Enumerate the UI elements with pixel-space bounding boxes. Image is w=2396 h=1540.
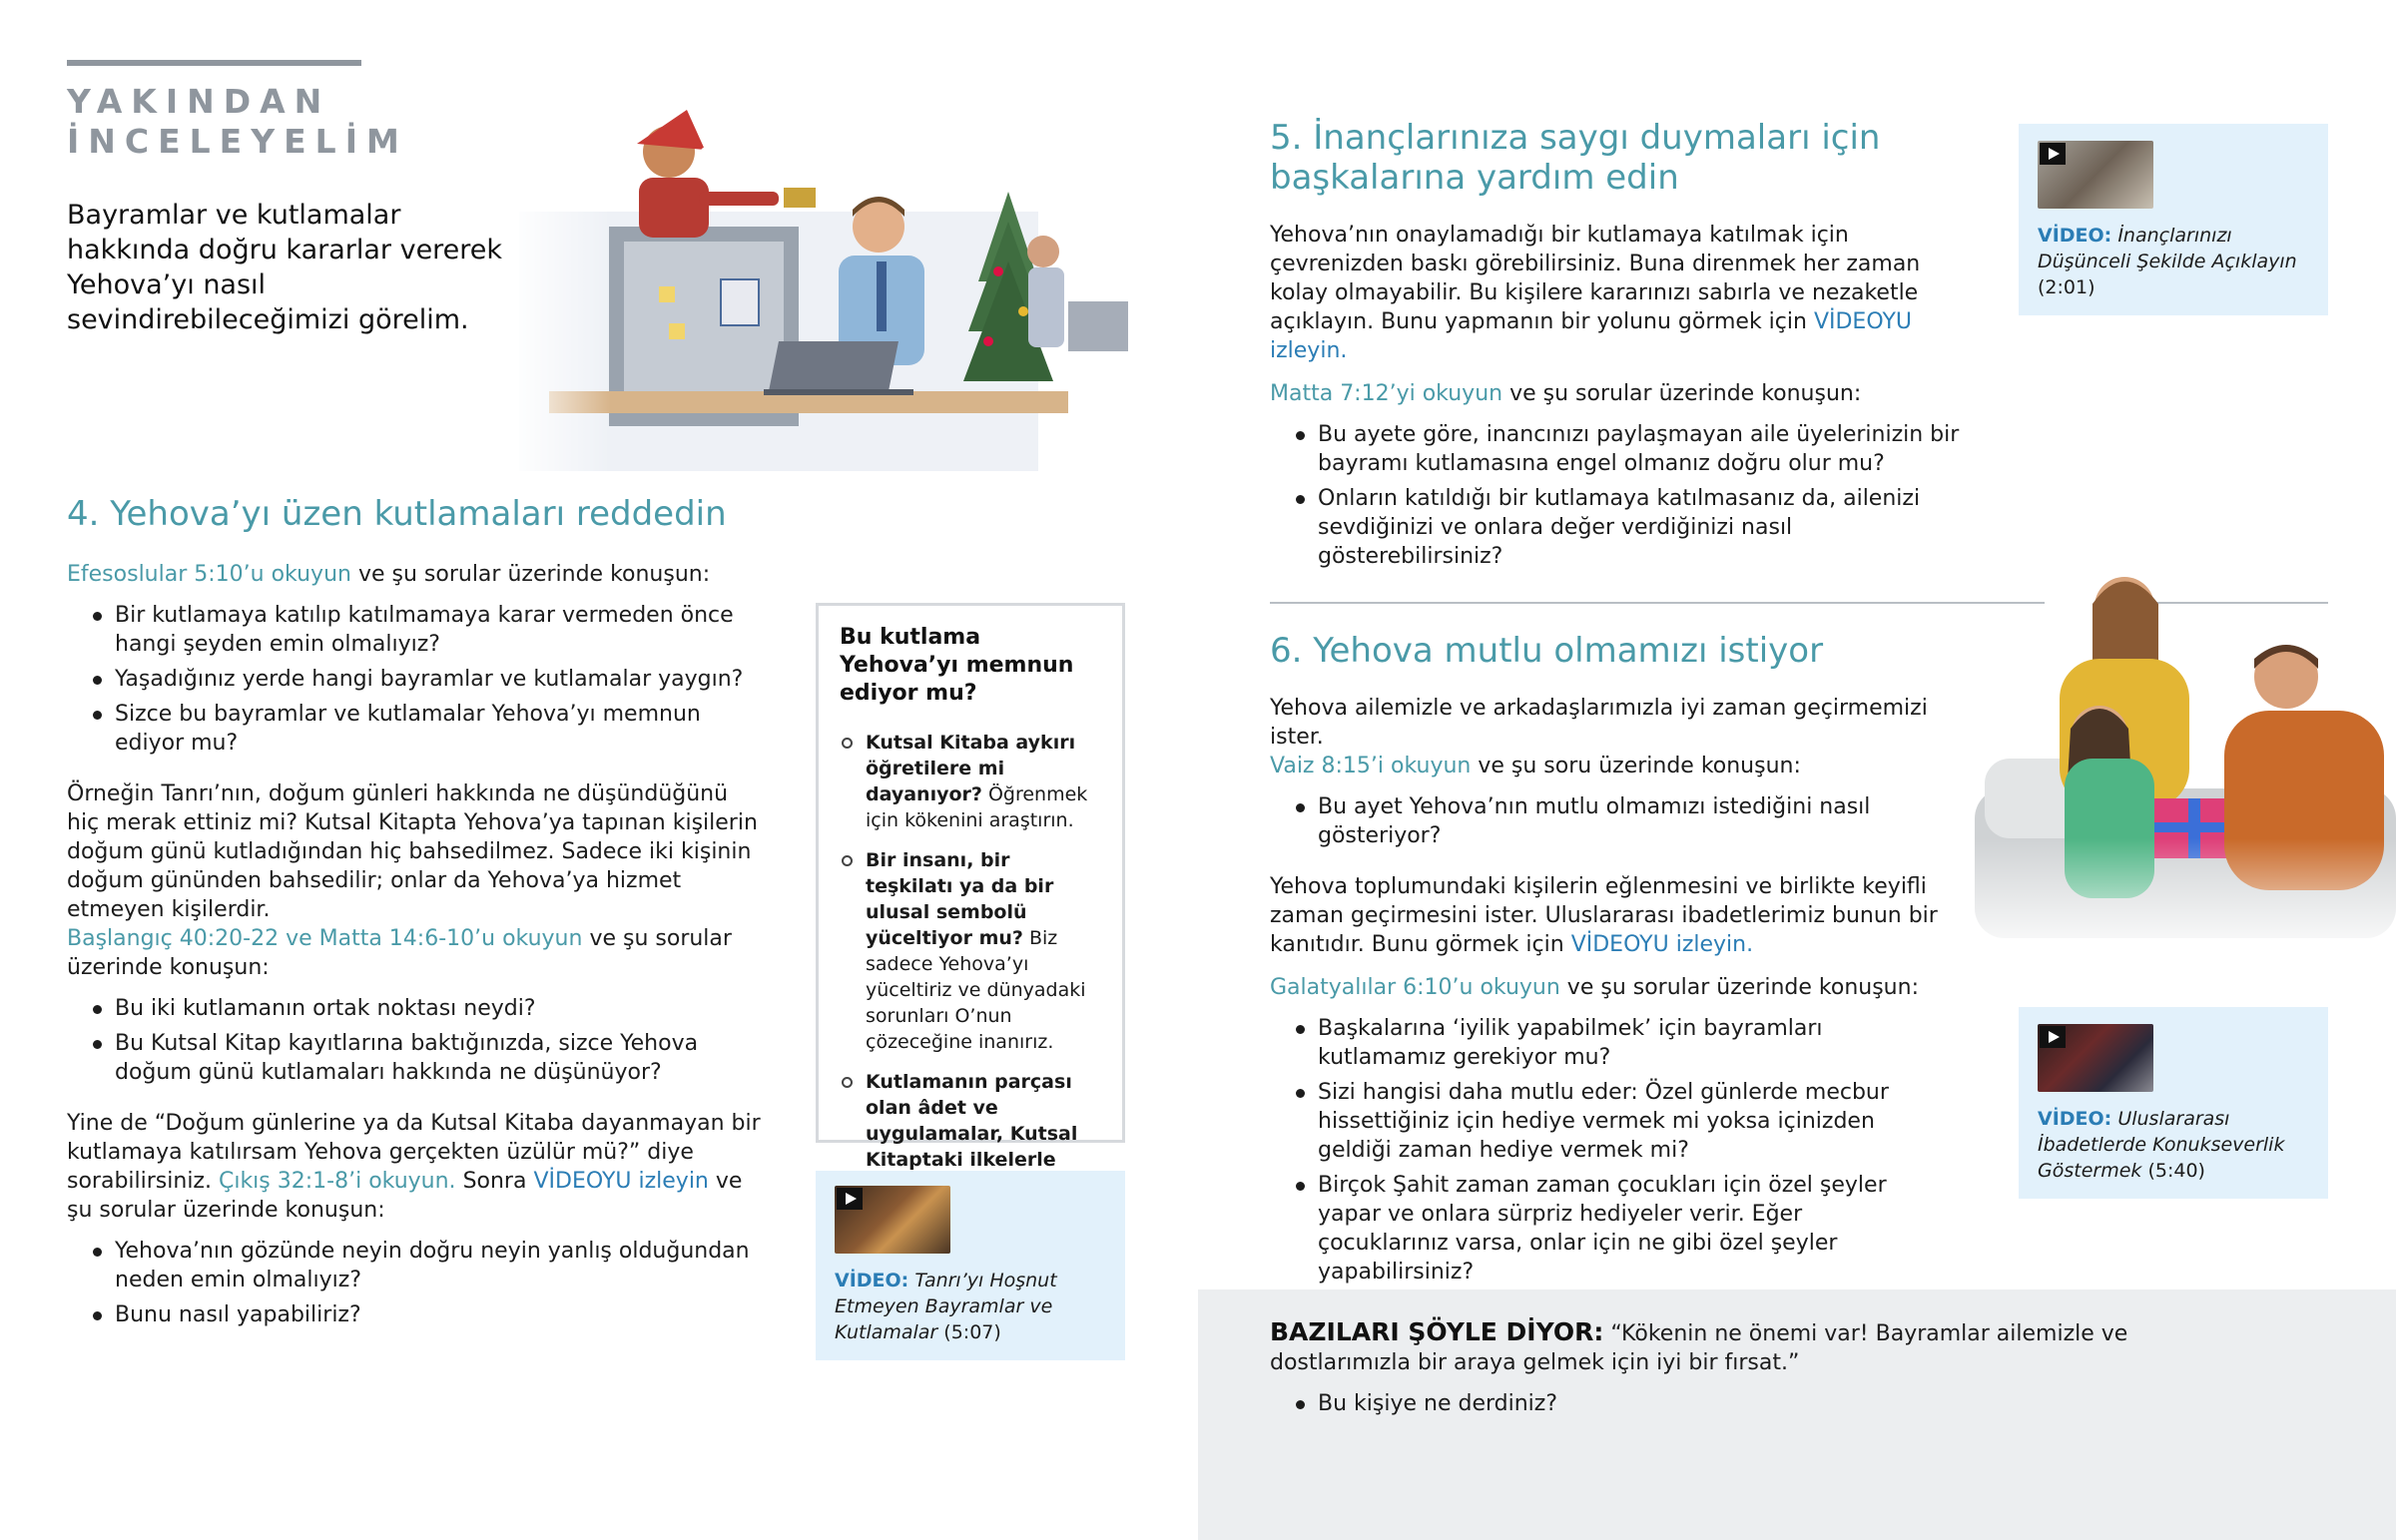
read-line-vaiz-text: ve şu soru üzerinde konuşun:: [1471, 754, 1801, 778]
video-card-3[interactable]: [2019, 1007, 2328, 1199]
video-label: VİDEO:: [835, 1270, 909, 1291]
some-say-panel: [1198, 1289, 2396, 1540]
video-thumbnail[interactable]: [2038, 141, 2153, 209]
scripture-link-baslangic-matta[interactable]: Başlangıç 40:20-22 ve Matta 14:6-10’u okuyun: [67, 926, 583, 951]
play-icon[interactable]: [2040, 1026, 2066, 1048]
checklist-items: [840, 730, 1102, 1225]
paragraph-pressure-text: Yehova’nın onaylamadığı bir kutlamaya katılmak için çevrenizden baskı görebilirsiniz. Buna direnmek her zaman kolay olmayabilir. Bu kişilere kararınızı sabırla ve nezaketle açıklayın. Bunu yapmanın bir yolunu görmek için: [1270, 223, 1921, 334]
list-item: Bu ayet Yehova’nın mutlu olmamızı istediğini nasıl gösteriyor?: [1270, 792, 1969, 850]
paragraph-pressure: [1270, 221, 1969, 365]
section-kicker: [67, 82, 408, 162]
some-say-questions: [1270, 1389, 2228, 1418]
list-item: Yaşadığınız yerde hangi bayramlar ve kutlamalar yaygın?: [67, 665, 766, 694]
some-say-text: [1270, 1317, 2228, 1424]
office-illustration: [509, 92, 1188, 479]
video-card-1[interactable]: [816, 1171, 1125, 1360]
read-line-vaiz: [1270, 752, 1969, 780]
checklist-item-heading: Bir insanı, bir teşkilatı ya da bir ulusal sembolü yüceltiyor mu?: [866, 849, 1054, 949]
some-say-quote-text: “Kökenin ne önemi var! Bayramlar ailemizle ve dostlarımızla bir araya gelmek için iyi bir fırsat.”: [1270, 1321, 2128, 1375]
scripture-link-cikis[interactable]: Çıkış 32:1-8’i okuyun.: [218, 1169, 456, 1194]
video-caption[interactable]: [2038, 223, 2317, 300]
list-item: Bunu nasıl yapabiliriz?: [67, 1300, 766, 1329]
video-duration: (5:40): [2147, 1160, 2205, 1182]
list-item: Sizce bu bayramlar ve kutlamalar Yehova’yı memnun ediyor mu?: [67, 700, 766, 758]
video-link[interactable]: VİDEOYU izleyin: [533, 1169, 709, 1194]
section-6-heading: 6. Yehova mutlu olmamızı istiyor: [1270, 631, 1824, 671]
video-label: VİDEO:: [2038, 225, 2112, 247]
read-line-galatyalilar-text: ve şu sorular üzerinde konuşun:: [1559, 975, 1919, 1000]
scripture-link-vaiz[interactable]: Vaiz 8:15’i okuyun: [1270, 754, 1472, 778]
video-card-2[interactable]: [2019, 124, 2328, 315]
scripture-link-efesoslular[interactable]: Efesoslular 5:10’u okuyun: [67, 562, 351, 587]
video-caption[interactable]: [2038, 1106, 2317, 1184]
video-title: İnançlarınızı Düşünceli Şekilde Açıklayın: [2038, 225, 2297, 272]
list-item: Bir kutlamaya katılıp katılmamaya karar vermeden önce hangi şeyden emin olmalıyız?: [67, 601, 766, 659]
question-list-6b: [1270, 1014, 1929, 1286]
list-item: Sizi hangisi daha mutlu eder: Özel günlerde mecbur hissettiğiniz için hediye vermek mi yoksa içinizden geldiği zaman hediye vermek mi?: [1270, 1078, 1929, 1165]
checklist-item-heading: Kutsal Kitaba aykırı öğretilere mi dayanıyor?: [866, 732, 1076, 805]
question-list-5: [1270, 420, 1969, 571]
read-line-2-text: ve şu sorular üzerinde konuşun:: [67, 926, 732, 980]
question-list-6a: [1270, 792, 1969, 850]
checklist-item: [840, 730, 1102, 833]
video-duration: (5:07): [943, 1321, 1001, 1343]
intro-line: Yehova ailemizle ve arkadaşlarımızla iyi zaman geçirmemizi ister.: [1270, 696, 1928, 750]
scripture-link-galatyalilar[interactable]: Galatyalılar 6:10’u okuyun: [1270, 975, 1560, 1000]
paragraph-question: [67, 1109, 766, 1225]
play-icon[interactable]: [2040, 143, 2066, 165]
video-thumbnail[interactable]: [2038, 1024, 2153, 1092]
paragraph-question-text: Yine de “Doğum günlerine ya da Kutsal Kitaba dayanmayan bir kutlamaya katılırsam Yehova gerçekten üzülür mü?” diye sorabilirsiniz.: [67, 1111, 761, 1194]
checklist-item: [840, 847, 1102, 1055]
section-4-heading: 4. Yehova’yı üzen kutlamaları reddedin: [67, 494, 727, 534]
video-label: VİDEO:: [2038, 1108, 2112, 1130]
read-line-3-text: ve şu sorular üzerinde konuşun:: [67, 1169, 743, 1223]
read-line-matta: [1270, 379, 1969, 408]
paragraph-birthdays: Örneğin Tanrı’nın, doğum günleri hakkında ne düşündüğünü hiç merak ettiniz mi? Kutsal Kitapta Yehova’ya tapınan kişilerin doğum günü kutladığından hiç bahsedilmez. Sadece iki kişinin doğum gününden bahsedilir; onlar da Yehova’ya hizmet etmeyen kişilerdir.: [67, 781, 758, 922]
read-line-galatyalilar: [1270, 973, 1969, 1002]
read-line-matta-text: ve şu sorular üzerinde konuşun:: [1502, 381, 1862, 406]
video-duration: (2:01): [2038, 276, 2096, 298]
video-caption[interactable]: [835, 1268, 1104, 1345]
question-list-2: [67, 994, 766, 1087]
list-item: Bu Kutsal Kitap kayıtlarına baktığınızda, sizce Yehova doğum günü kutlamaları hakkında ne düşünüyor?: [67, 1029, 766, 1087]
list-item: Bu kişiye ne derdiniz?: [1270, 1389, 2228, 1418]
section-5-heading: 5. İnançlarınıza saygı duymaları için başkalarına yardım edin: [1270, 118, 1881, 198]
read-line-1-text: ve şu sorular üzerinde konuşun:: [350, 562, 711, 587]
kicker-line-2: İNCELEYELİM: [67, 122, 408, 161]
kicker-line-1: YAKINDAN: [67, 82, 331, 121]
checklist-title: Bu kutlama Yehova’yı memnun ediyor mu?: [840, 625, 1074, 706]
read-line-3-mid: Sonra: [462, 1169, 527, 1194]
family-illustration: [1975, 559, 2396, 958]
section-5-body: [1270, 221, 1969, 577]
list-item: Onların katıldığı bir kutlamaya katılmasanız da, ailenizi sevdiğinizi ve onlara değer verdiğinizi nasıl gösterebilirsiniz?: [1270, 484, 1969, 571]
list-item: Birçok Şahit zaman zaman çocukları için özel şeyler yapar ve onlara sürpriz hediyeler verir. Eğer çocuklarınız varsa, onlar için ne gibi özel şeyler yapabilirsiniz?: [1270, 1171, 1929, 1286]
section-4-body: [67, 560, 766, 1335]
video-thumbnail[interactable]: [835, 1186, 950, 1254]
scripture-link-matta[interactable]: Matta 7:12’yi okuyun: [1270, 381, 1503, 406]
question-list-1: [67, 601, 766, 758]
list-item: Yehova’nın gözünde neyin doğru neyin yanlış olduğundan neden emin olmalıyız?: [67, 1237, 766, 1294]
play-icon[interactable]: [837, 1188, 863, 1210]
list-item: Başkalarına ‘iyilik yapabilmek’ için bayramları kutlamamız gerekiyor mu?: [1270, 1014, 1929, 1072]
list-item: Bu iki kutlamanın ortak noktası neydi?: [67, 994, 766, 1023]
some-say-label: BAZILARI ŞÖYLE DİYOR:: [1270, 1317, 1604, 1346]
checklist-box: [816, 603, 1125, 1171]
checklist-item-text: Öğrenmek için kökenini araştırın.: [866, 783, 1088, 831]
read-line-2: [67, 924, 766, 982]
question-list-3: [67, 1237, 766, 1329]
checklist-item-text: Biz sadece Yehova’yı yüceltiriz ve dünyadaki sorunları O’nun çözeceğine inanırız.: [866, 927, 1086, 1053]
paragraph-joy: [1270, 872, 1969, 959]
list-item: Bu ayete göre, inancınızı paylaşmayan aile üyelerinizin bir bayramı kutlamasına engel olmanız doğru olur mu?: [1270, 420, 1969, 478]
paragraph-joy-text: Yehova toplumundaki kişilerin eğlenmesini ve birlikte keyifli zaman geçirmesini ister. Uluslararası ibadetlerimiz bunun bir kanıtıdır. Bunu görmek için: [1270, 874, 1938, 957]
section-6-body: [1270, 694, 1969, 1292]
video-link[interactable]: VİDEOYU izleyin.: [1270, 309, 1912, 363]
some-say-quote: [1270, 1317, 2228, 1377]
checklist-item-heading: Kutlamanın parçası olan âdet ve uygulamalar, Kutsal Kitaptaki ilkelerle: [866, 1071, 1078, 1171]
video-link[interactable]: VİDEOYU izleyin.: [1570, 932, 1754, 957]
video-title: Tanrı’yı Hoşnut Etmeyen Bayramlar ve Kutlamalar: [835, 1270, 1057, 1343]
read-line-1: [67, 560, 766, 589]
lead-text: Bayramlar ve kutlamalar hakkında doğru kararlar vererek Yehova’yı nasıl sevindirebileceğimizi görelim.: [67, 200, 503, 335]
video-title: Uluslararası İbadetlerde Konukseverlik Göstermek: [2038, 1108, 2285, 1182]
header-rule: [67, 60, 361, 66]
